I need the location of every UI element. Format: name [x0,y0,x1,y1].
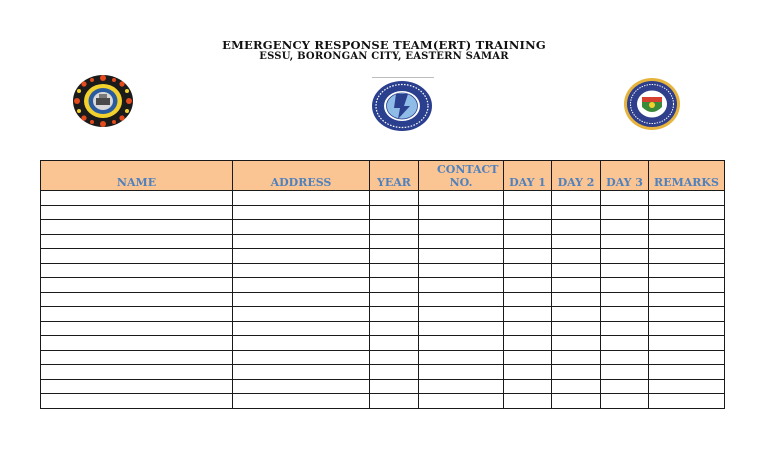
table-cell-day2[interactable] [552,321,601,336]
table-cell-contact[interactable] [419,379,504,394]
column-header-year: YEAR [370,161,419,191]
table-cell-remarks[interactable] [649,336,725,351]
table-cell-day1[interactable] [504,191,552,206]
table-cell-address[interactable] [233,350,370,365]
column-header-contact: CONTACT NO. [419,161,504,191]
table-row [41,278,725,293]
table-cell-remarks[interactable] [649,234,725,249]
city-seal-icon [623,77,681,131]
table-cell-address[interactable] [233,292,370,307]
table-cell-remarks[interactable] [649,205,725,220]
table-cell-day3[interactable] [601,379,649,394]
table-cell-address[interactable] [233,278,370,293]
column-header-day3: DAY 3 [601,161,649,191]
table-cell-name[interactable] [41,321,233,336]
table-body [41,191,725,409]
table-cell-remarks[interactable] [649,220,725,235]
table-row [41,336,725,351]
table-cell-day2[interactable] [552,205,601,220]
table-cell-day1[interactable] [504,205,552,220]
table-cell-day2[interactable] [552,278,601,293]
table-row [41,379,725,394]
table-cell-contact[interactable] [419,365,504,380]
table-cell-day1[interactable] [504,307,552,322]
table-cell-contact[interactable] [419,249,504,264]
table-cell-day3[interactable] [601,336,649,351]
column-header-name: NAME [41,161,233,191]
table-cell-year[interactable] [370,394,419,409]
column-header-day2: DAY 2 [552,161,601,191]
table-cell-day3[interactable] [601,321,649,336]
table-cell-address[interactable] [233,365,370,380]
table-row [41,234,725,249]
table-cell-day1[interactable] [504,234,552,249]
table-cell-name[interactable] [41,394,233,409]
table-row [41,191,725,206]
table-cell-year[interactable] [370,365,419,380]
table-cell-contact[interactable] [419,191,504,206]
table-cell-contact[interactable] [419,350,504,365]
table-cell-day2[interactable] [552,191,601,206]
table-cell-day3[interactable] [601,394,649,409]
table-cell-name[interactable] [41,350,233,365]
table-cell-name[interactable] [41,307,233,322]
table-cell-address[interactable] [233,307,370,322]
table-row [41,365,725,380]
table-cell-day3[interactable] [601,278,649,293]
column-header-day1: DAY 1 [504,161,552,191]
emergency-response-team-seal-icon [371,80,433,132]
table-cell-contact[interactable] [419,234,504,249]
table-cell-year[interactable] [370,336,419,351]
table-cell-day3[interactable] [601,350,649,365]
table-cell-contact[interactable] [419,321,504,336]
table-row [41,249,725,264]
table-cell-address[interactable] [233,249,370,264]
table-row [41,220,725,235]
table-cell-day1[interactable] [504,321,552,336]
table-cell-day3[interactable] [601,205,649,220]
table-cell-day2[interactable] [552,307,601,322]
table-cell-year[interactable] [370,234,419,249]
table-cell-day2[interactable] [552,292,601,307]
table-cell-address[interactable] [233,336,370,351]
table-cell-remarks[interactable] [649,292,725,307]
table-cell-day3[interactable] [601,365,649,380]
table-cell-day3[interactable] [601,263,649,278]
table-row [41,321,725,336]
table-cell-day1[interactable] [504,292,552,307]
table-cell-day2[interactable] [552,394,601,409]
table-row [41,350,725,365]
attendance-table [40,160,725,409]
table-cell-remarks[interactable] [649,365,725,380]
table-cell-day3[interactable] [601,249,649,264]
table-cell-address[interactable] [233,263,370,278]
table-cell-remarks[interactable] [649,350,725,365]
table-header [41,161,725,191]
table-cell-name[interactable] [41,379,233,394]
table-cell-address[interactable] [233,205,370,220]
table-cell-year[interactable] [370,220,419,235]
table-cell-name[interactable] [41,191,233,206]
table-cell-remarks[interactable] [649,191,725,206]
table-cell-year[interactable] [370,205,419,220]
table-cell-name[interactable] [41,263,233,278]
table-cell-contact[interactable] [419,292,504,307]
table-cell-year[interactable] [370,292,419,307]
table-cell-contact[interactable] [419,205,504,220]
table-cell-day2[interactable] [552,350,601,365]
table-cell-day1[interactable] [504,249,552,264]
table-cell-year[interactable] [370,249,419,264]
table-cell-day2[interactable] [552,336,601,351]
table-cell-year[interactable] [370,350,419,365]
table-cell-address[interactable] [233,220,370,235]
table-cell-address[interactable] [233,234,370,249]
table-cell-remarks[interactable] [649,307,725,322]
table-cell-address[interactable] [233,394,370,409]
table-cell-day2[interactable] [552,365,601,380]
table-cell-day2[interactable] [552,220,601,235]
table-cell-year[interactable] [370,263,419,278]
table-cell-day1[interactable] [504,336,552,351]
table-cell-day1[interactable] [504,379,552,394]
table-cell-day3[interactable] [601,307,649,322]
document-title: EMERGENCY RESPONSE TEAM(ERT) TRAINING [222,38,546,52]
table-header-row [41,161,725,191]
table-cell-contact[interactable] [419,307,504,322]
table-cell-address[interactable] [233,191,370,206]
table-cell-day1[interactable] [504,350,552,365]
table-row [41,205,725,220]
table-cell-contact[interactable] [419,220,504,235]
table-cell-day2[interactable] [552,379,601,394]
table-cell-year[interactable] [370,379,419,394]
table-cell-remarks[interactable] [649,379,725,394]
table-cell-year[interactable] [370,191,419,206]
table-cell-day1[interactable] [504,263,552,278]
table-cell-name[interactable] [41,336,233,351]
document-subtitle: ESSU, BORONGAN CITY, EASTERN SAMAR [259,51,509,62]
table-cell-remarks[interactable] [649,394,725,409]
table-cell-name[interactable] [41,249,233,264]
table-cell-day3[interactable] [601,191,649,206]
table-cell-day2[interactable] [552,249,601,264]
table-cell-name[interactable] [41,292,233,307]
table-cell-day3[interactable] [601,292,649,307]
table-cell-contact[interactable] [419,278,504,293]
table-cell-day1[interactable] [504,220,552,235]
table-cell-day3[interactable] [601,234,649,249]
table-cell-name[interactable] [41,220,233,235]
table-cell-year[interactable] [370,307,419,322]
column-header-remarks: REMARKS [649,161,725,191]
table-cell-remarks[interactable] [649,249,725,264]
emergency-seal-icon [72,74,134,128]
column-header-address: ADDRESS [233,161,370,191]
table-cell-year[interactable] [370,321,419,336]
table-cell-address[interactable] [233,321,370,336]
table-cell-day1[interactable] [504,278,552,293]
table-cell-remarks[interactable] [649,263,725,278]
table-cell-remarks[interactable] [649,321,725,336]
table-cell-contact[interactable] [419,336,504,351]
table-cell-name[interactable] [41,205,233,220]
table-cell-day1[interactable] [504,365,552,380]
header-divider [372,77,434,78]
table-cell-name[interactable] [41,278,233,293]
table-cell-day2[interactable] [552,234,601,249]
table-cell-address[interactable] [233,379,370,394]
table-row [41,263,725,278]
table-row [41,307,725,322]
table-cell-year[interactable] [370,278,419,293]
table-cell-day2[interactable] [552,263,601,278]
table-row [41,292,725,307]
table-cell-name[interactable] [41,234,233,249]
table-cell-day1[interactable] [504,394,552,409]
table-row [41,394,725,409]
table-cell-contact[interactable] [419,263,504,278]
table-cell-name[interactable] [41,365,233,380]
table-cell-contact[interactable] [419,394,504,409]
table-cell-day3[interactable] [601,220,649,235]
table-cell-remarks[interactable] [649,278,725,293]
